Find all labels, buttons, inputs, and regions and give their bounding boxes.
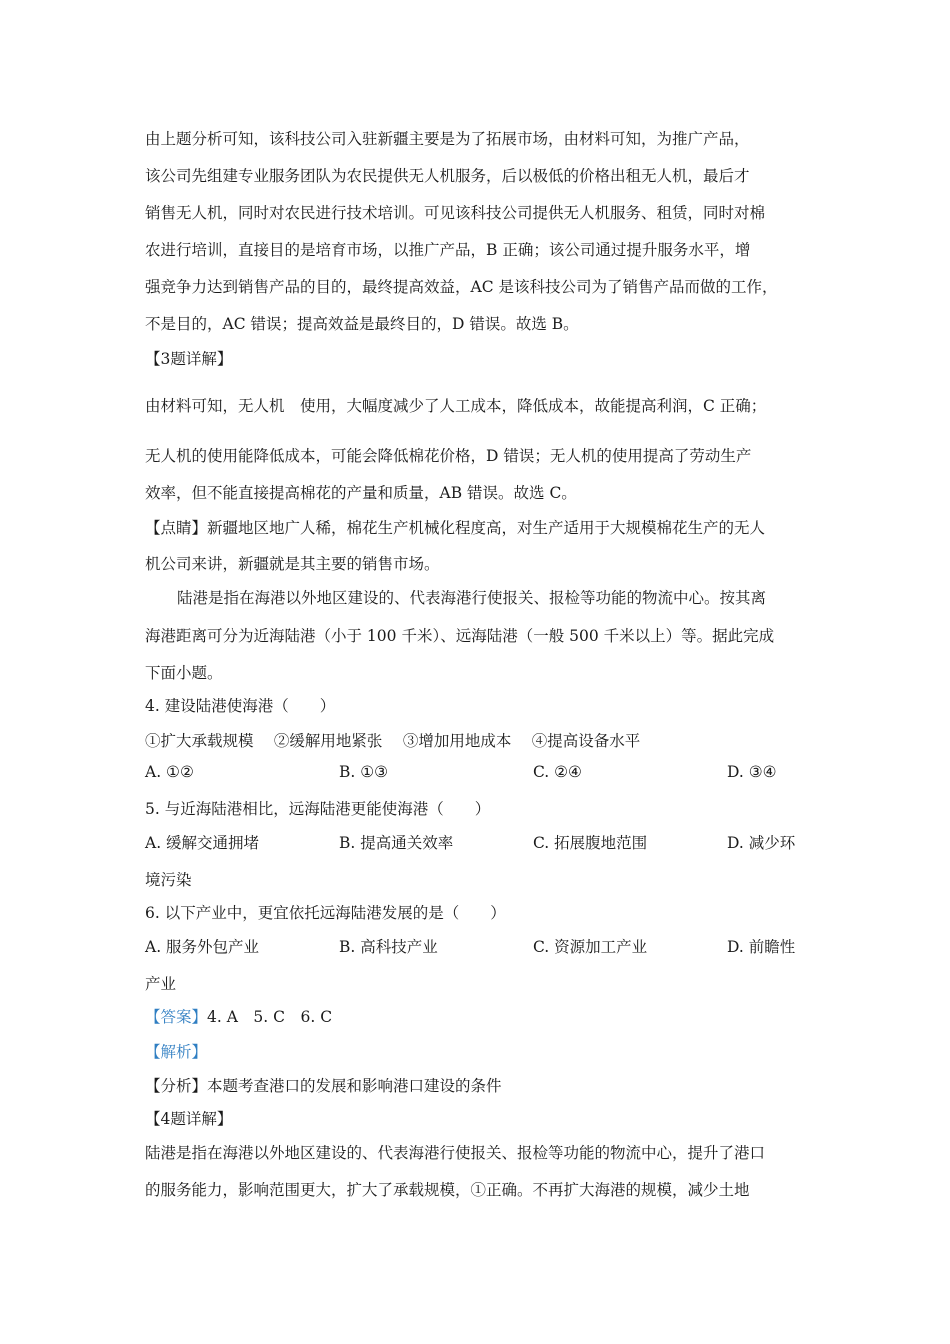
material-line: 下面小题。 [145,664,223,682]
answer-line [145,1005,332,1027]
material-line: 海港距离可分为近海陆港（小于 100 千米）、远海陆港（一般 500 千米以上）等。据此完成 [145,627,775,645]
tip-line: 机公司来讲，新疆就是其主要的销售市场。 [145,555,440,573]
q5-option-b: B. 提高通关效率 [339,834,454,852]
paragraph-line: 由材料可知，无人机 使用，大幅度减少了人工成本，降低成本，故能提高利润，C 正确； [145,397,767,415]
q6-option-b: B. 高科技产业 [339,938,438,956]
q5-option-d: D. 减少环 [727,834,796,852]
q4-option-c: C. ②④ [533,763,582,781]
paragraph-line: 农进行培训，直接目的是培育市场，以推广产品，B 正确；该公司通过提升服务水平，增 [145,241,751,259]
q4-detail-heading: 【4题详解】 [145,1110,233,1128]
q5-option-c: C. 拓展腹地范围 [533,834,648,852]
answer-text: 4. A 5. C 6. C [207,1008,333,1026]
answer-label: 【答案】 [145,1008,208,1026]
paragraph-line: 效率，但不能直接提高棉花的产量和质量，AB 错误。故选 C。 [145,484,577,502]
tip-line: 【点睛】新疆地区地广人稀，棉花生产机械化程度高，对生产适用于大规模棉花生产的无人 [145,519,766,537]
paragraph-line: 的服务能力，影响范围更大，扩大了承载规模，①正确。不再扩大海港的规模，减少土地 [145,1181,750,1199]
q6-stem: 6. 以下产业中，更宜依托远海陆港发展的是（ ） [145,904,506,922]
q6-option-c: C. 资源加工产业 [533,938,648,956]
q4-option-a: A. ①② [145,763,194,781]
q3-detail-heading: 【3题详解】 [145,350,233,368]
q5-stem: 5. 与近海陆港相比，远海陆港更能使海港（ ） [145,800,491,818]
paragraph-line: 该公司先组建专业服务团队为农民提供无人机服务，后以极低的价格出租无人机，最后才 [145,167,750,185]
q5-option-a: A. 缓解交通拥堵 [145,834,260,852]
paragraph-line: 不是目的，AC 错误；提高效益是最终目的，D 错误。故选 B。 [145,315,579,333]
q4-option-b: B. ①③ [339,763,389,781]
material-line: 陆港是指在海港以外地区建设的、代表海港行使报关、报检等功能的物流中心。按其离 [177,589,767,607]
q4-option-d: D. ③④ [727,763,777,781]
paragraph-line: 陆港是指在海港以外地区建设的、代表海港行使报关、报检等功能的物流中心，提升了港口 [145,1144,766,1162]
q4-items: ①扩大承载规模 ②缓解用地紧张 ③增加用地成本 ④提高设备水平 [145,732,641,750]
paragraph-line: 强竞争力达到销售产品的目的，最终提高效益，AC 是该科技公司为了销售产品而做的工作， [145,278,778,296]
q5-option-wrap: 境污染 [145,871,192,889]
q4-stem: 4. 建设陆港使海港（ ） [145,697,336,715]
paragraph-line: 由上题分析可知，该科技公司入驻新疆主要是为了拓展市场，由材料可知，为推广产品， [145,130,750,148]
analysis-text: 【分析】本题考查港口的发展和影响港口建设的条件 [145,1077,502,1095]
q6-option-a: A. 服务外包产业 [145,938,260,956]
paragraph-line: 销售无人机，同时对农民进行技术培训。可见该科技公司提供无人机服务、租赁，同时对棉 [145,204,766,222]
q6-option-wrap: 产业 [145,975,177,993]
paragraph-line: 无人机的使用能降低成本，可能会降低棉花价格，D 错误；无人机的使用提高了劳动生产 [145,447,752,465]
q6-option-d: D. 前瞻性 [727,938,796,956]
analysis-label: 【解析】 [145,1043,208,1061]
